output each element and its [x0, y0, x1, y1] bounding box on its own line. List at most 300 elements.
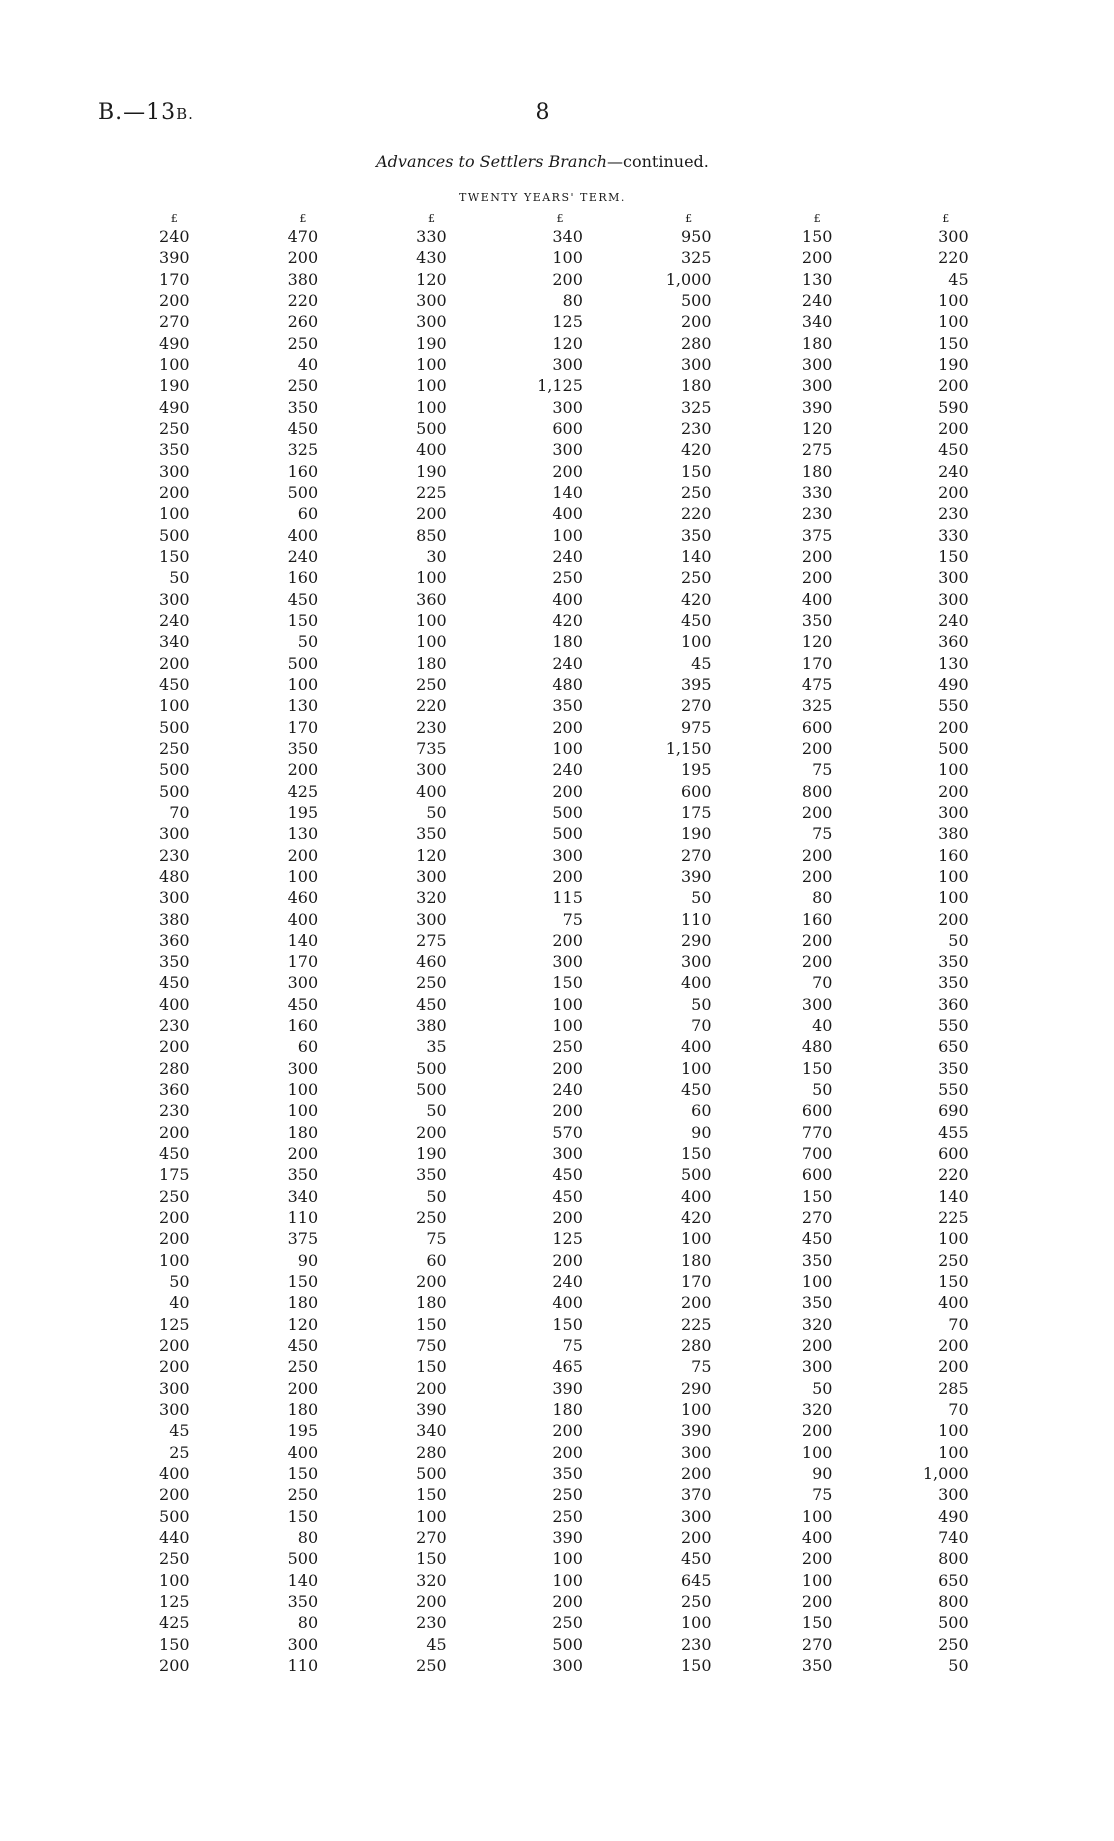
table-cell: 230	[159, 845, 190, 865]
table-cell: 250	[938, 1250, 969, 1270]
table-cell: 150	[552, 1314, 583, 1334]
table-cell: 180	[287, 1122, 319, 1142]
table-cell: 250	[159, 418, 190, 438]
table-cell: 160	[287, 1016, 319, 1036]
table-cell: 280	[680, 333, 712, 353]
section-title	[0, 152, 1085, 171]
table-cell: 550	[938, 696, 969, 716]
table-cell: 60	[297, 504, 319, 524]
table-cell: 190	[680, 824, 712, 844]
table-cell: 220	[416, 696, 447, 716]
table-cell: 150	[416, 1549, 447, 1569]
table-cell: 100	[938, 888, 969, 908]
table-cell: 400	[680, 1037, 712, 1057]
table-cell: 1,000	[665, 269, 712, 289]
table-column	[367, 212, 496, 1676]
table-cell: 420	[680, 1208, 712, 1228]
table-cell: 350	[938, 1058, 969, 1078]
table-cell: 300	[416, 866, 447, 886]
table-cell: 330	[801, 482, 833, 502]
table-cell: 480	[159, 866, 190, 886]
table-cell: 195	[287, 802, 319, 822]
table-cell: 200	[416, 504, 447, 524]
table-cell: 60	[691, 1101, 712, 1121]
table-cell: 360	[416, 589, 447, 609]
table-cell: 200	[801, 1421, 833, 1441]
table-column-values	[802, 212, 833, 1676]
table-cell: 240	[552, 1272, 583, 1292]
table-cell: 300	[416, 909, 447, 929]
table-cell: 350	[416, 824, 447, 844]
table-cell: 180	[287, 1400, 319, 1420]
table-cell: 110	[680, 909, 712, 929]
table-cell: 200	[938, 1336, 969, 1356]
table-cell: 200	[938, 909, 969, 929]
table-cell: 240	[938, 461, 969, 481]
table-cell: 240	[552, 653, 583, 673]
table-cell: 300	[680, 1506, 712, 1526]
table-cell: 140	[287, 1570, 319, 1590]
table-cell: 100	[552, 1016, 583, 1036]
table-cell: 100	[287, 866, 319, 886]
table-cell: 500	[416, 1058, 447, 1078]
currency-header: £	[556, 212, 564, 225]
table-cell: 150	[552, 973, 583, 993]
table-cell: 500	[159, 525, 190, 545]
table-cell: 350	[938, 973, 969, 993]
table-cell: 320	[416, 1570, 447, 1590]
table-cell: 100	[801, 1442, 833, 1462]
table-cell: 425	[159, 1613, 190, 1633]
table-cell: 80	[812, 888, 833, 908]
table-cell: 200	[680, 1528, 712, 1548]
table-cell: 340	[159, 632, 190, 652]
table-cell: 200	[416, 1122, 447, 1142]
table-cell: 275	[801, 440, 833, 460]
table-cell: 100	[552, 248, 583, 268]
table-cell: 100	[416, 354, 447, 374]
table-cell: 240	[552, 760, 583, 780]
table-cell: 300	[159, 1378, 190, 1398]
table-cell: 300	[287, 973, 319, 993]
table-cell: 450	[159, 1144, 190, 1164]
table-cell: 500	[159, 760, 190, 780]
table-cell: 330	[938, 525, 969, 545]
table-cell: 100	[938, 312, 969, 332]
table-cell: 200	[159, 1336, 190, 1356]
table-cell: 350	[159, 440, 190, 460]
table-cell: 90	[297, 1250, 319, 1270]
table-cell: 240	[159, 227, 190, 246]
table-cell: 40	[812, 1016, 833, 1036]
table-cell: 120	[416, 845, 447, 865]
table-cell: 200	[287, 1378, 319, 1398]
table-cell: 130	[287, 824, 319, 844]
table-cell: 490	[159, 397, 190, 417]
table-cell: 100	[159, 504, 190, 524]
table-cell: 150	[287, 1506, 319, 1526]
table-cell: 370	[680, 1485, 712, 1505]
table-cell: 450	[938, 440, 969, 460]
table-cell: 300	[801, 994, 833, 1014]
table-cell: 400	[552, 504, 583, 524]
table-cell: 70	[948, 1400, 969, 1420]
table-cell: 90	[691, 1122, 712, 1142]
table-cell: 200	[938, 717, 969, 737]
table-cell: 200	[159, 482, 190, 502]
table-cell: 125	[552, 1229, 583, 1249]
table-cell: 450	[552, 1186, 583, 1206]
table-cell: 350	[552, 696, 583, 716]
table-cell: 230	[801, 504, 833, 524]
table-cell: 200	[159, 653, 190, 673]
currency-header: £	[942, 212, 950, 225]
table-cell: 250	[552, 1037, 583, 1057]
table-cell: 200	[801, 568, 833, 588]
table-cell: 500	[287, 653, 319, 673]
table-cell: 100	[680, 632, 712, 652]
table-cell: 240	[938, 610, 969, 630]
currency-header: £	[813, 212, 821, 225]
table-cell: 200	[287, 248, 319, 268]
table-cell: 75	[691, 1357, 712, 1377]
currency-header: £	[427, 212, 435, 225]
table-cell: 300	[938, 568, 969, 588]
table-cell: 200	[801, 1549, 833, 1569]
table-cell: 220	[680, 504, 712, 524]
table-cell: 320	[416, 888, 447, 908]
table-cell: 490	[938, 1506, 969, 1526]
table-cell: 250	[552, 1506, 583, 1526]
table-cell: 380	[159, 909, 190, 929]
table-cell: 180	[552, 632, 583, 652]
table-cell: 735	[416, 738, 447, 758]
table-cell: 280	[680, 1336, 712, 1356]
table-cell: 220	[938, 1165, 969, 1185]
table-cell: 650	[938, 1037, 969, 1057]
table-cell: 200	[801, 738, 833, 758]
table-cell: 350	[552, 1464, 583, 1484]
table-cell: 390	[552, 1528, 583, 1548]
table-cell: 150	[287, 1464, 319, 1484]
table-cell: 125	[159, 1314, 190, 1334]
table-cell: 200	[552, 1421, 583, 1441]
table-cell: 500	[159, 717, 190, 737]
table-column	[753, 212, 882, 1676]
table-cell: 100	[416, 610, 447, 630]
table-cell: 360	[938, 994, 969, 1014]
table-cell: 500	[680, 290, 712, 310]
table-cell: 230	[159, 1016, 190, 1036]
table-cell: 425	[287, 781, 319, 801]
table-cell: 250	[287, 1357, 319, 1377]
table-cell: 100	[552, 1570, 583, 1590]
table-cell: 500	[287, 482, 319, 502]
table-cell: 75	[812, 760, 833, 780]
table-cell: 50	[169, 568, 190, 588]
table-cell: 120	[801, 632, 833, 652]
table-cell: 250	[680, 568, 712, 588]
table-cell: 200	[680, 312, 712, 332]
table-cell: 100	[416, 1506, 447, 1526]
table-cell: 395	[680, 674, 712, 694]
table-cell: 850	[416, 525, 447, 545]
table-cell: 90	[812, 1464, 833, 1484]
table-cell: 450	[680, 1549, 712, 1569]
table-cell: 250	[680, 1592, 712, 1611]
table-cell: 200	[938, 781, 969, 801]
table-cell: 230	[680, 418, 712, 438]
table-cell: 200	[938, 482, 969, 502]
table-cell: 120	[552, 333, 583, 353]
table-cell: 300	[159, 888, 190, 908]
table-cell: 450	[680, 1080, 712, 1100]
table-cell: 450	[159, 973, 190, 993]
table-column	[239, 212, 368, 1676]
table-cell: 220	[938, 248, 969, 268]
table-cell: 250	[680, 482, 712, 502]
table-cell: 240	[287, 546, 319, 566]
table-cell: 180	[801, 461, 833, 481]
table-cell: 390	[552, 1378, 583, 1398]
table-cell: 50	[426, 1101, 447, 1121]
table-cell: 230	[416, 1613, 447, 1633]
table-cell: 100	[680, 1400, 712, 1420]
table-cell: 200	[552, 866, 583, 886]
table-cell: 45	[691, 653, 712, 673]
section-title-italic: Advances to Settlers Branch	[376, 152, 608, 171]
table-column-values	[288, 212, 319, 1676]
table-cell: 240	[159, 610, 190, 630]
table-cell: 270	[416, 1528, 447, 1548]
table-cell: 200	[680, 1293, 712, 1313]
table-cell: 170	[287, 717, 319, 737]
table-column	[496, 212, 625, 1676]
table-cell: 600	[680, 781, 712, 801]
currency-header: £	[170, 212, 178, 225]
currency-header: £	[299, 212, 307, 225]
table-cell: 130	[287, 696, 319, 716]
table-cell: 600	[801, 1101, 833, 1121]
table-column	[624, 212, 753, 1676]
table-cell: 180	[416, 1293, 447, 1313]
table-column-values	[923, 212, 969, 1676]
table-cell: 740	[938, 1528, 969, 1548]
table-cell: 350	[680, 525, 712, 545]
table-cell: 380	[416, 1016, 447, 1036]
table-cell: 325	[680, 397, 712, 417]
table-cell: 150	[287, 610, 319, 630]
table-cell: 250	[416, 973, 447, 993]
table-cell: 225	[416, 482, 447, 502]
table-cell: 270	[159, 312, 190, 332]
table-cell: 100	[801, 1272, 833, 1292]
table-cell: 250	[416, 1655, 447, 1675]
table-cell: 140	[552, 482, 583, 502]
table-cell: 300	[416, 760, 447, 780]
table-cell: 100	[938, 760, 969, 780]
table-cell: 250	[287, 376, 319, 396]
table-cell: 25	[169, 1442, 190, 1462]
table-cell: 230	[159, 1101, 190, 1121]
table-cell: 1,150	[665, 738, 712, 758]
table-cell: 390	[416, 1400, 447, 1420]
page-number: 8	[535, 100, 550, 125]
table-cell: 240	[552, 1080, 583, 1100]
table-cell: 180	[416, 653, 447, 673]
table-cell: 400	[680, 973, 712, 993]
table-cell: 160	[938, 845, 969, 865]
currency-header: £	[685, 212, 693, 225]
table-cell: 250	[552, 568, 583, 588]
table-cell: 770	[801, 1122, 833, 1142]
table-cell: 550	[938, 1080, 969, 1100]
table-cell: 390	[680, 1421, 712, 1441]
table-cell: 200	[552, 1101, 583, 1121]
table-cell: 200	[552, 1208, 583, 1228]
table-cell: 260	[287, 312, 319, 332]
table-cell: 230	[416, 717, 447, 737]
table-column-values	[159, 212, 190, 1676]
table-cell: 180	[287, 1293, 319, 1313]
table-cell: 170	[287, 952, 319, 972]
table-cell: 110	[287, 1208, 319, 1228]
table-cell: 70	[169, 802, 190, 822]
table-cell: 450	[159, 674, 190, 694]
table-cell: 250	[416, 1208, 447, 1228]
table-cell: 1,125	[537, 376, 583, 396]
table-cell: 470	[287, 227, 319, 246]
table-cell: 100	[680, 1058, 712, 1078]
table-cell: 180	[680, 376, 712, 396]
table-cell: 200	[552, 1250, 583, 1270]
table-cell: 590	[938, 397, 969, 417]
table-cell: 350	[801, 610, 833, 630]
table-cell: 100	[938, 290, 969, 310]
table-cell: 200	[801, 866, 833, 886]
table-cell: 390	[680, 866, 712, 886]
table-column-values	[537, 212, 583, 1676]
table-cell: 300	[801, 376, 833, 396]
table-cell: 75	[562, 909, 583, 929]
table-cell: 800	[938, 1592, 969, 1611]
table-cell: 150	[801, 227, 833, 246]
table-column-values	[666, 212, 712, 1676]
table-cell: 160	[801, 909, 833, 929]
table-cell: 350	[287, 397, 319, 417]
table-cell: 325	[680, 248, 712, 268]
table-cell: 200	[552, 717, 583, 737]
table-cell: 430	[416, 248, 447, 268]
table-column	[110, 212, 239, 1676]
table-cell: 250	[938, 1634, 969, 1654]
table-cell: 150	[801, 1613, 833, 1633]
table-cell: 390	[159, 248, 190, 268]
table-cell: 480	[552, 674, 583, 694]
table-cell: 400	[159, 994, 190, 1014]
table-cell: 450	[287, 418, 319, 438]
table-cell: 110	[287, 1655, 319, 1675]
table-cell: 45	[169, 1421, 190, 1441]
table-cell: 240	[801, 290, 833, 310]
table-cell: 450	[287, 994, 319, 1014]
table-cell: 70	[948, 1314, 969, 1334]
table-cell: 450	[287, 589, 319, 609]
table-cell: 200	[801, 1336, 833, 1356]
table-cell: 800	[801, 781, 833, 801]
table-cell: 200	[552, 1058, 583, 1078]
table-cell: 490	[159, 333, 190, 353]
table-cell: 140	[287, 930, 319, 950]
table-cell: 380	[287, 269, 319, 289]
table-cell: 300	[552, 952, 583, 972]
table-cell: 440	[159, 1528, 190, 1548]
table-cell: 340	[801, 312, 833, 332]
table-cell: 480	[801, 1037, 833, 1057]
table-cell: 360	[159, 930, 190, 950]
table-cell: 150	[938, 1272, 969, 1292]
table-cell: 150	[680, 1655, 712, 1675]
table-cell: 650	[938, 1570, 969, 1590]
table-cell: 400	[801, 1528, 833, 1548]
table-cell: 250	[416, 674, 447, 694]
table-cell: 75	[812, 1485, 833, 1505]
table-cell: 200	[159, 290, 190, 310]
table-cell: 225	[680, 1314, 712, 1334]
table-cell: 400	[680, 1186, 712, 1206]
table-cell: 200	[801, 802, 833, 822]
table-cell: 75	[426, 1229, 447, 1249]
table-cell: 75	[562, 1336, 583, 1356]
table-cell: 400	[416, 781, 447, 801]
table-cell: 250	[159, 738, 190, 758]
table-column	[881, 212, 1010, 1676]
table-cell: 500	[938, 738, 969, 758]
table-cell: 80	[297, 1528, 319, 1548]
table-cell: 500	[159, 1506, 190, 1526]
table-cell: 300	[159, 461, 190, 481]
page-reference-main: B.—13	[98, 100, 177, 125]
table-cell: 300	[938, 802, 969, 822]
table-cell: 100	[552, 994, 583, 1014]
table-cell: 130	[801, 269, 833, 289]
table-cell: 50	[426, 1186, 447, 1206]
table-cell: 400	[938, 1293, 969, 1313]
table-cell: 300	[287, 1058, 319, 1078]
table-cell: 500	[938, 1613, 969, 1633]
table-cell: 80	[297, 1613, 319, 1633]
table-cell: 50	[948, 930, 969, 950]
table-cell: 420	[680, 589, 712, 609]
table-cell: 100	[552, 525, 583, 545]
table-cell: 170	[801, 653, 833, 673]
table-cell: 80	[562, 290, 583, 310]
table-cell: 200	[801, 248, 833, 268]
table-cell: 280	[159, 1058, 190, 1078]
table-cell: 200	[801, 546, 833, 566]
table-cell: 270	[680, 845, 712, 865]
table-cell: 350	[287, 738, 319, 758]
table-cell: 350	[801, 1250, 833, 1270]
table-cell: 230	[938, 504, 969, 524]
table-cell: 290	[680, 1378, 712, 1398]
table-cell: 200	[159, 1229, 190, 1249]
table-cell: 275	[416, 930, 447, 950]
section-title-continued: —continued.	[607, 152, 709, 171]
table-cell: 200	[416, 1592, 447, 1611]
table-cell: 350	[801, 1293, 833, 1313]
table-cell: 50	[691, 888, 712, 908]
